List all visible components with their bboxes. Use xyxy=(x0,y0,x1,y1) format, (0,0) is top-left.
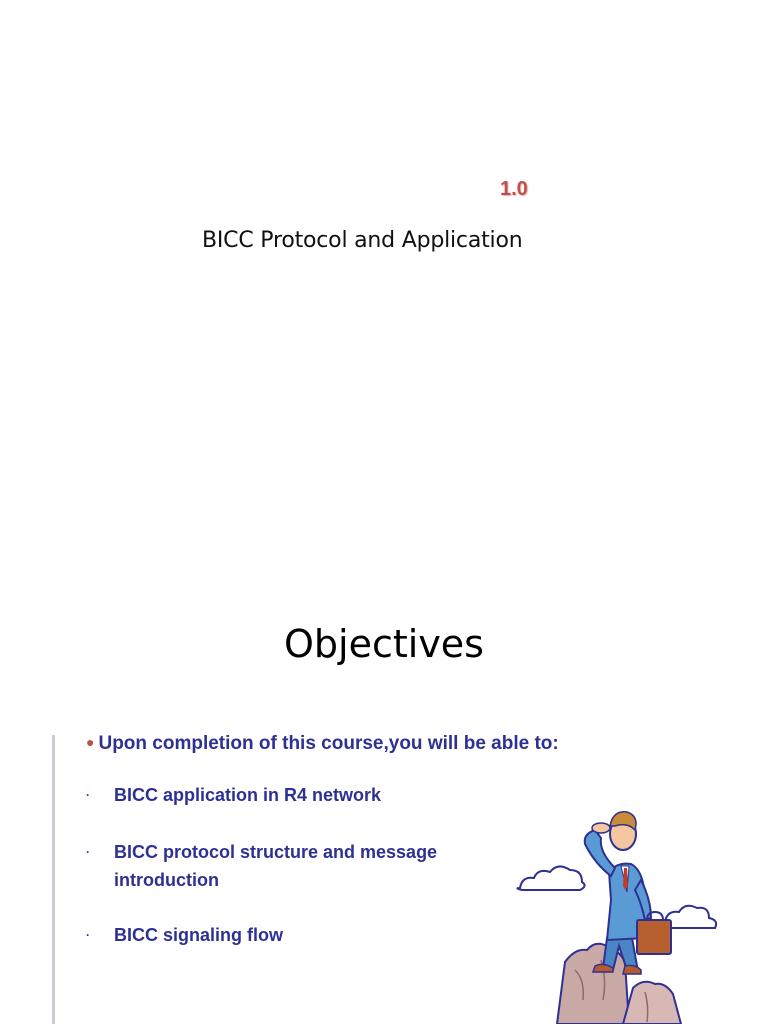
document-title: BICC Protocol and Application xyxy=(202,228,523,253)
slide-left-border xyxy=(52,735,55,1024)
list-item-text: BICC signaling flow xyxy=(114,925,283,945)
lead-bullet-icon: ● xyxy=(86,734,95,750)
list-item xyxy=(86,921,486,949)
list-item xyxy=(86,838,506,894)
objectives-heading: Objectives xyxy=(284,622,484,666)
lead-text: Upon completion of this course,you will be able to: xyxy=(98,733,559,754)
list-item-text: BICC application in R4 network xyxy=(114,785,382,805)
businessman-on-mountain-icon xyxy=(515,800,725,1024)
bullet-icon: · xyxy=(86,845,90,859)
bullet-icon: · xyxy=(86,788,90,802)
bullet-icon: · xyxy=(86,928,90,942)
list-item-text: BICC protocol structure and message introduction xyxy=(114,842,438,890)
version-number: 1.0 xyxy=(500,178,528,200)
list-item xyxy=(86,781,486,809)
objectives-lead xyxy=(86,733,559,755)
